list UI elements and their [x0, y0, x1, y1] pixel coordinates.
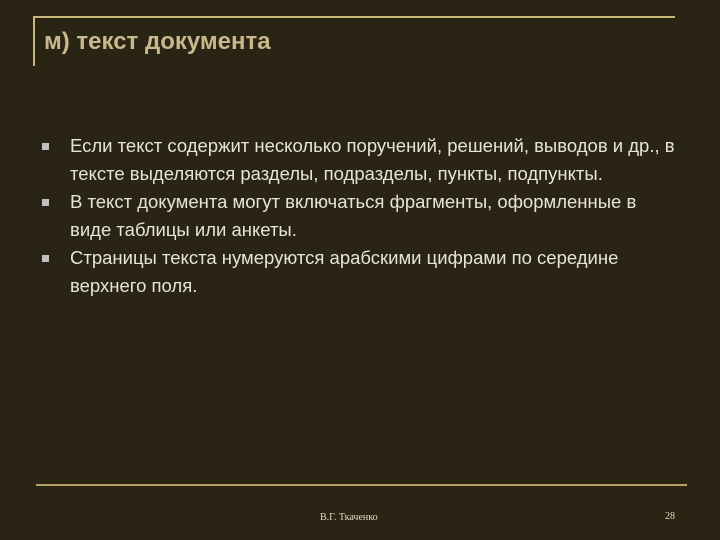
square-bullet-icon — [42, 143, 49, 150]
bullet-text: В текст документа могут включаться фрагменты, оформленные в виде таблицы или анкеты. — [70, 191, 637, 240]
slide-title: м) текст документа — [44, 28, 271, 55]
bullet-text: Если текст содержит несколько поручений, решений, выводов и др., в тексте выделяются разделы, подразделы, пункты, подпункты. — [70, 135, 675, 184]
bullet-item — [42, 188, 682, 244]
bullet-text: Страницы текста нумеруются арабскими цифрами по середине верхнего поля. — [70, 247, 619, 296]
footer-author: В.Г. Ткаченко — [320, 512, 378, 523]
bullet-item — [42, 132, 682, 188]
square-bullet-icon — [42, 199, 49, 206]
footer-divider — [36, 484, 687, 486]
bullet-list — [42, 132, 682, 300]
page-number: 28 — [665, 511, 675, 522]
square-bullet-icon — [42, 255, 49, 262]
bullet-item — [42, 244, 682, 300]
